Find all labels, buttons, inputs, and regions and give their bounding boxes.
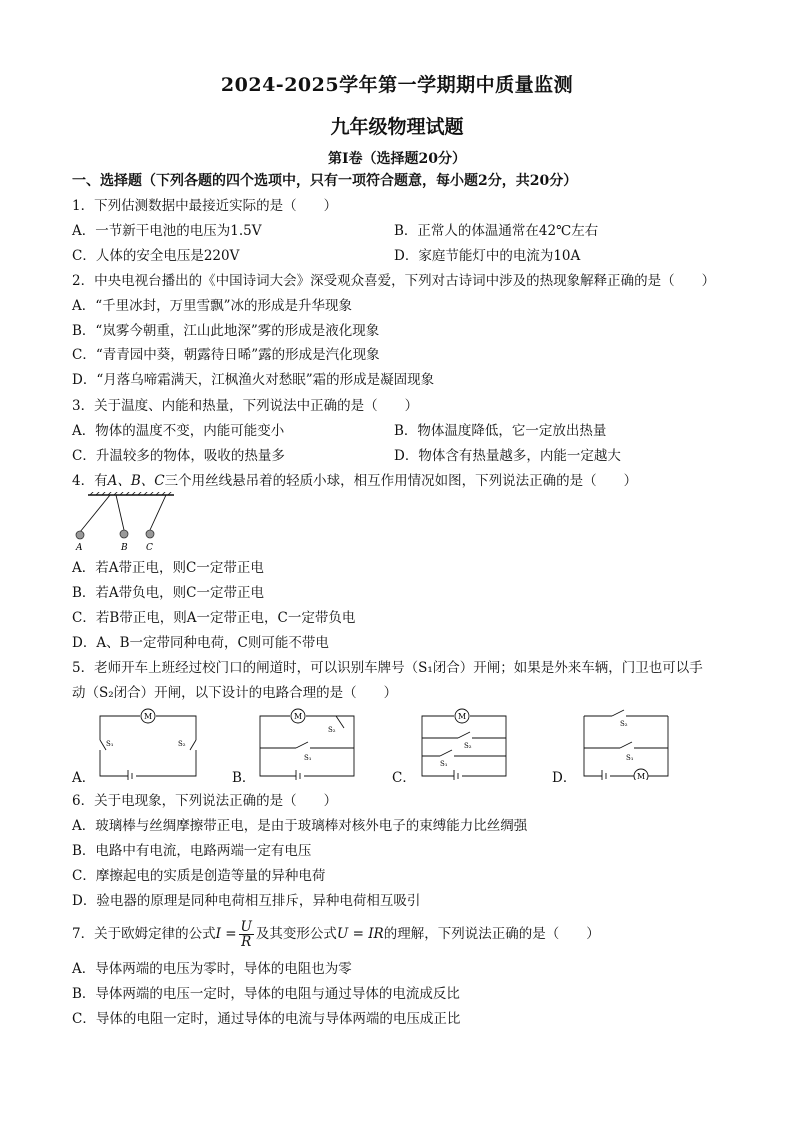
q3-option-a: A．物体的温度不变，内能可能变小 — [72, 423, 285, 439]
q5-circuit-d — [576, 704, 676, 780]
svg-text:M: M — [458, 712, 467, 721]
q7-denominator: R — [241, 934, 252, 950]
part-heading: 第Ⅰ卷（选择题20分） — [327, 151, 467, 167]
q2-stem: 2．中央电视台播出的《中国诗词大会》深受观众喜爱，下列对古诗词中涉及的热现象解释正确的是（ ） — [72, 273, 716, 289]
q7-stem-mid: 及其变形公式 — [255, 926, 337, 942]
exam-title: 2024-2025学年第一学期期中质量监测 — [220, 74, 574, 96]
svg-text:M: M — [637, 772, 646, 780]
svg-text:S₁: S₁ — [626, 754, 634, 762]
q5-label-a: A． — [72, 770, 96, 786]
exam-subject: 九年级物理试题 — [330, 116, 464, 138]
ball-a — [76, 531, 84, 539]
q6-option-a: A．玻璃棒与丝绸摩擦带正电，是由于玻璃棒对核外电子的束缚能力比丝绸强 — [72, 818, 528, 834]
svg-text:M: M — [144, 712, 153, 721]
ball-c — [146, 530, 154, 538]
q5-circuit-a — [92, 704, 212, 780]
thread-a — [80, 495, 110, 532]
svg-text:S₂: S₂ — [620, 720, 628, 728]
switch-s1 — [620, 742, 632, 748]
q2-option-b: B．“岚雾今朝重，江山此地深”雾的形成是液化现象 — [72, 323, 380, 339]
q5-circuit-c — [414, 704, 514, 780]
q4-option-c: C．若B带正电，则A一定带正电，C一定带负电 — [72, 610, 356, 626]
svg-text:S₁: S₁ — [304, 754, 312, 762]
q3-option-c: C．升温较多的物体，吸收的热量多 — [72, 448, 285, 464]
q4-option-d: D．A、B一定带同种电荷，C则可能不带电 — [72, 635, 329, 651]
q4-stem-post: 三个用丝线悬吊着的轻质小球，相互作用情况如图，下列说法正确的是（ ） — [164, 473, 638, 489]
label-a: A — [76, 543, 83, 553]
svg-text:S₂: S₂ — [178, 740, 186, 748]
q1-option-d: D．家庭节能灯中的电流为10A — [394, 248, 581, 264]
q1-option-c: C．人体的安全电压是220V — [72, 248, 240, 264]
q2-option-d: D．“月落乌啼霜满天，江枫渔火对愁眠”霜的形成是凝固现象 — [72, 372, 435, 388]
q4-stem-pre: 4．有 — [72, 473, 108, 489]
q7-fraction — [239, 920, 254, 949]
q4-option-b: B．若A带负电，则C一定带正电 — [72, 585, 264, 601]
q7-numerator: U — [240, 919, 252, 935]
thread-b — [116, 495, 124, 530]
label-c: C — [146, 543, 153, 553]
svg-text:S₂: S₂ — [328, 726, 336, 734]
q1-option-a: A．一节新干电池的电压为1.5V — [72, 223, 262, 239]
q7-stem-post: 的理解，下列说法正确的是（ ） — [383, 926, 600, 942]
switch-s2 — [458, 732, 470, 738]
svg-text:S₁: S₁ — [440, 760, 448, 768]
svg-text:M: M — [294, 712, 303, 721]
svg-text:S₂: S₂ — [464, 742, 472, 750]
ball-b — [120, 530, 128, 538]
q6-option-d: D．验电器的原理是同种电荷相互排斥，异种电荷相互吸引 — [72, 893, 421, 909]
q2-option-c: C．“青青园中葵，朝露待日晞”露的形成是汽化现象 — [72, 347, 380, 363]
q6-option-b: B．电路中有电流，电路两端一定有电压 — [72, 843, 312, 859]
q7-option-b: B．导体两端的电压一定时，导体的电阻与通过导体的电流成反比 — [72, 986, 460, 1002]
q5-label-c: C． — [392, 770, 416, 786]
switch-s2 — [190, 740, 196, 750]
q7-option-a: A．导体两端的电压为零时，导体的电阻也为零 — [72, 961, 352, 977]
q3-option-b: B．物体温度降低，它一定放出热量 — [394, 423, 607, 439]
q4-option-a: A．若A带正电，则C一定带正电 — [72, 560, 264, 576]
switch-s1 — [296, 742, 308, 748]
switch-s2 — [336, 716, 344, 728]
q5-stem-line1: 5．老师开车上班经过校门口的闸道时，可以识别车牌号（S₁闭合）开闸；如果是外来车辆，门卫也可以手 — [72, 660, 703, 676]
q5-circuit-b — [252, 704, 362, 780]
q1-option-b: B．正常人的体温通常在42℃左右 — [394, 223, 599, 239]
q5-label-d: D． — [552, 770, 577, 786]
q5-label-b: B． — [232, 770, 256, 786]
q4-stem-vars: A、B、C — [107, 473, 165, 489]
q7-formula2: U = IR — [336, 926, 384, 942]
q3-option-d: D．物体含有热量越多，内能一定越大 — [394, 448, 621, 464]
q7-option-c: C．导体的电阻一定时，通过导体的电流与导体两端的电压成正比 — [72, 1011, 461, 1027]
section-heading: 一、选择题（下列各题的四个选项中，只有一项符合题意，每小题2分，共20分） — [72, 173, 578, 189]
q7-stem — [72, 916, 600, 952]
q4-stem — [72, 472, 637, 490]
q4-ball-figure — [66, 492, 186, 554]
q7-stem-pre: 7．关于欧姆定律的公式 — [72, 926, 216, 942]
switch-s2 — [612, 710, 624, 716]
switch-s1 — [440, 750, 452, 756]
q6-option-c: C．摩擦起电的实质是创造等量的异种电荷 — [72, 868, 326, 884]
thread-c — [150, 495, 166, 530]
label-b: B — [121, 543, 128, 553]
q1-stem: 1．下列估测数据中最接近实际的是（ ） — [72, 198, 338, 214]
q3-stem: 3．关于温度、内能和热量，下列说法中正确的是（ ） — [72, 398, 419, 414]
svg-text:S₁: S₁ — [106, 740, 114, 748]
q2-option-a: A．“千里冰封，万里雪飘”冰的形成是升华现象 — [72, 298, 353, 314]
q5-stem-line2: 动（S₂闭合）开闸，以下设计的电路合理的是（ ） — [72, 685, 398, 701]
q6-stem: 6．关于电现象，下列说法正确的是（ ） — [72, 793, 338, 809]
q7-formula-lhs: I = — [215, 926, 237, 942]
